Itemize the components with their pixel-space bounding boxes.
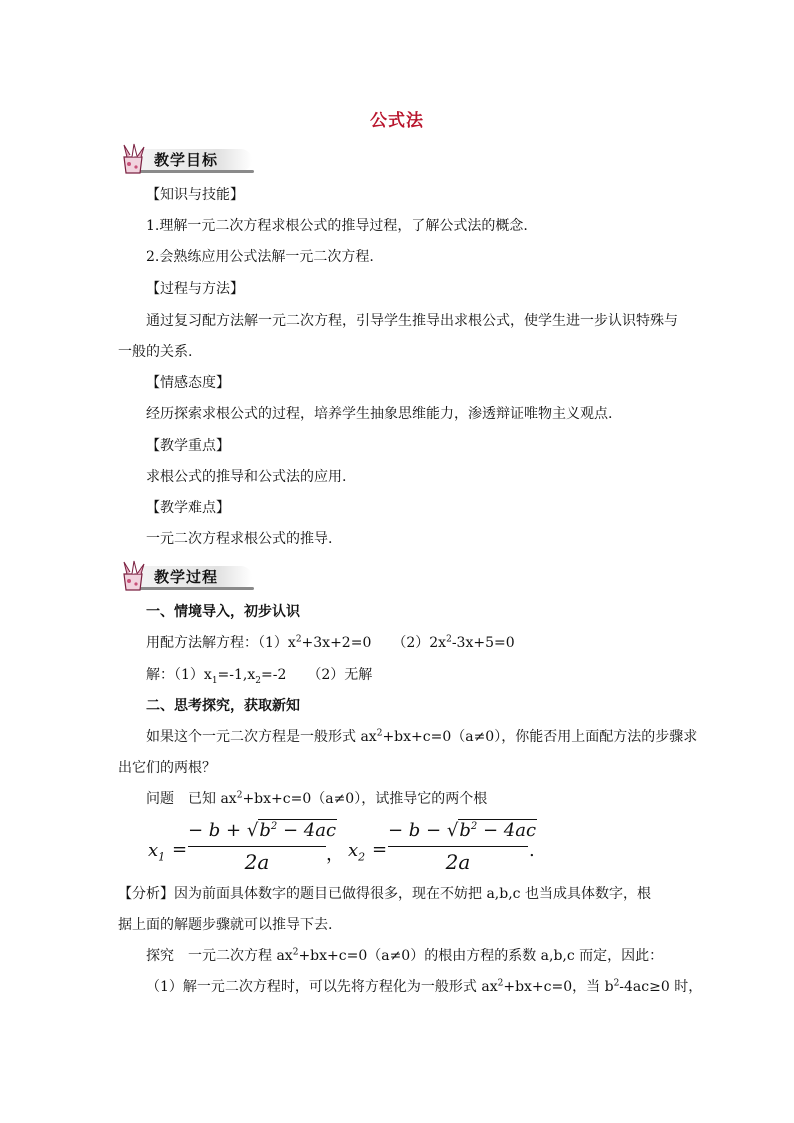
radicand-b: b [459,820,471,841]
analysis-line-2: 据上面的解题步骤就可以推导下去. [118,917,333,933]
sqrt-icon: √ [446,820,459,841]
difficulty-heading: 【教学难点】 [146,500,230,516]
x2-label [348,840,366,864]
step-text: （1）解一元二次方程时，可以先将方程化为一般形式 ax [146,979,498,995]
problem-text: +bx+c=0（a≠0），试推导它的两个根 [242,791,488,807]
explore-line [146,946,663,966]
numerator [388,820,537,841]
step-text: +bx+c=0，当 b [503,979,614,995]
problem-line [146,789,487,809]
knowledge-item-2: 2.会熟练应用公式法解一元二次方程. [146,249,374,265]
radicand-rest: − 4ac [477,820,537,841]
question-text: 用配方法解方程：（1）x [146,635,296,651]
exponent: 2 [236,790,243,801]
exponent: 2 [376,728,383,739]
key-point-heading: 【教学重点】 [146,438,230,454]
part-1-heading: 一、情境导入，初步认识 [146,604,300,620]
paragraph-text: 如果这个一元二次方程是一般形式 ax [146,729,377,745]
radicand [258,819,337,841]
exponent: 2 [470,821,478,832]
subscript: 2 [255,675,261,686]
radicand-rest: − 4ac [277,820,337,841]
question-text: +3x+2=0 （2）2x [301,635,447,651]
difficulty-line: 一元二次方程求根公式的推导. [146,531,333,547]
x1-label [148,840,166,864]
sqrt-icon: √ [246,820,259,841]
denominator: 2a [445,850,471,874]
root-fraction-2 [388,820,537,876]
solution-text: =-2 （2）无解 [261,667,373,683]
knowledge-heading: 【知识与技能】 [146,187,244,203]
exponent: 2 [497,978,504,989]
emotion-line-1: 经历探索求根公式的过程，培养学生抽象思维能力，渗透辩证唯物主义观点. [146,406,613,422]
exponent: 2 [270,821,278,832]
part-2-heading: 二、思考探究，获取新知 [146,698,300,714]
radicand-b: b [259,820,271,841]
formula-comma: ， [326,844,344,865]
pencil-cup-icon [118,560,154,594]
key-point-line: 求根公式的推导和公式法的应用. [146,469,347,485]
formula-period: . [529,840,535,861]
analysis-line-1: 【分析】因为前面具体数字的题目已做得很多，现在不妨把 a,b,c 也当成具体数字，根 [118,886,651,902]
numerator-lead: − b + [188,820,242,841]
exponent: 2 [295,634,302,645]
section-label: 教学目标 [154,151,219,169]
page-title: 公式法 [370,111,424,131]
fraction-bar [388,846,528,847]
method-heading: 【过程与方法】 [146,281,244,297]
radicand [458,819,537,841]
pencil-cup-icon [118,143,154,177]
question-line [146,633,515,653]
equals-sign: = [172,839,188,860]
variable-x: x [348,840,359,861]
problem-text: 问题 已知 ax [146,791,237,807]
fraction-bar [188,846,326,847]
paragraph-text: +bx+c=0（a≠0），你能否用上面配方法的步骤求 [382,729,698,745]
exponent: 2 [292,947,299,958]
knowledge-item-1: 1.理解一元二次方程求根公式的推导过程，了解公式法的概念. [146,218,528,234]
step-1-line [146,977,702,997]
subscript: 1 [211,675,218,686]
numerator-lead: − b − [388,820,442,841]
question-text: -3x+5=0 [451,635,515,651]
variable-x: x [148,840,159,861]
exponent: 2 [613,978,620,989]
method-line-2: 一般的关系. [118,344,193,360]
explore-text: 探究 一元二次方程 ax [146,948,293,964]
equals-sign: = [372,839,388,860]
quadratic-formula [148,820,548,876]
denominator: 2a [244,850,270,874]
paragraph-line-1 [146,727,697,747]
solution-line [146,665,372,685]
paragraph-line-2: 出它们的两根？ [118,760,216,776]
section-label: 教学过程 [154,568,219,586]
emotion-heading: 【情感态度】 [146,375,230,391]
numerator [188,820,337,841]
solution-text: =-1,x [217,667,256,683]
section-banner-process [118,560,268,590]
root-fraction-1 [188,820,337,876]
solution-text: 解：（1）x [146,667,212,683]
subscript: 2 [358,850,366,864]
section-banner-goals [118,143,268,173]
subscript: 1 [158,850,166,864]
step-text: -4ac≥0 时， [619,979,703,995]
method-line-1: 通过复习配方法解一元二次方程，引导学生推导出求根公式，使学生进一步认识特殊与 [146,313,678,329]
exponent: 2 [446,634,452,645]
explore-text: +bx+c=0（a≠0）的根由方程的系数 a,b,c 而定，因此： [298,948,664,964]
